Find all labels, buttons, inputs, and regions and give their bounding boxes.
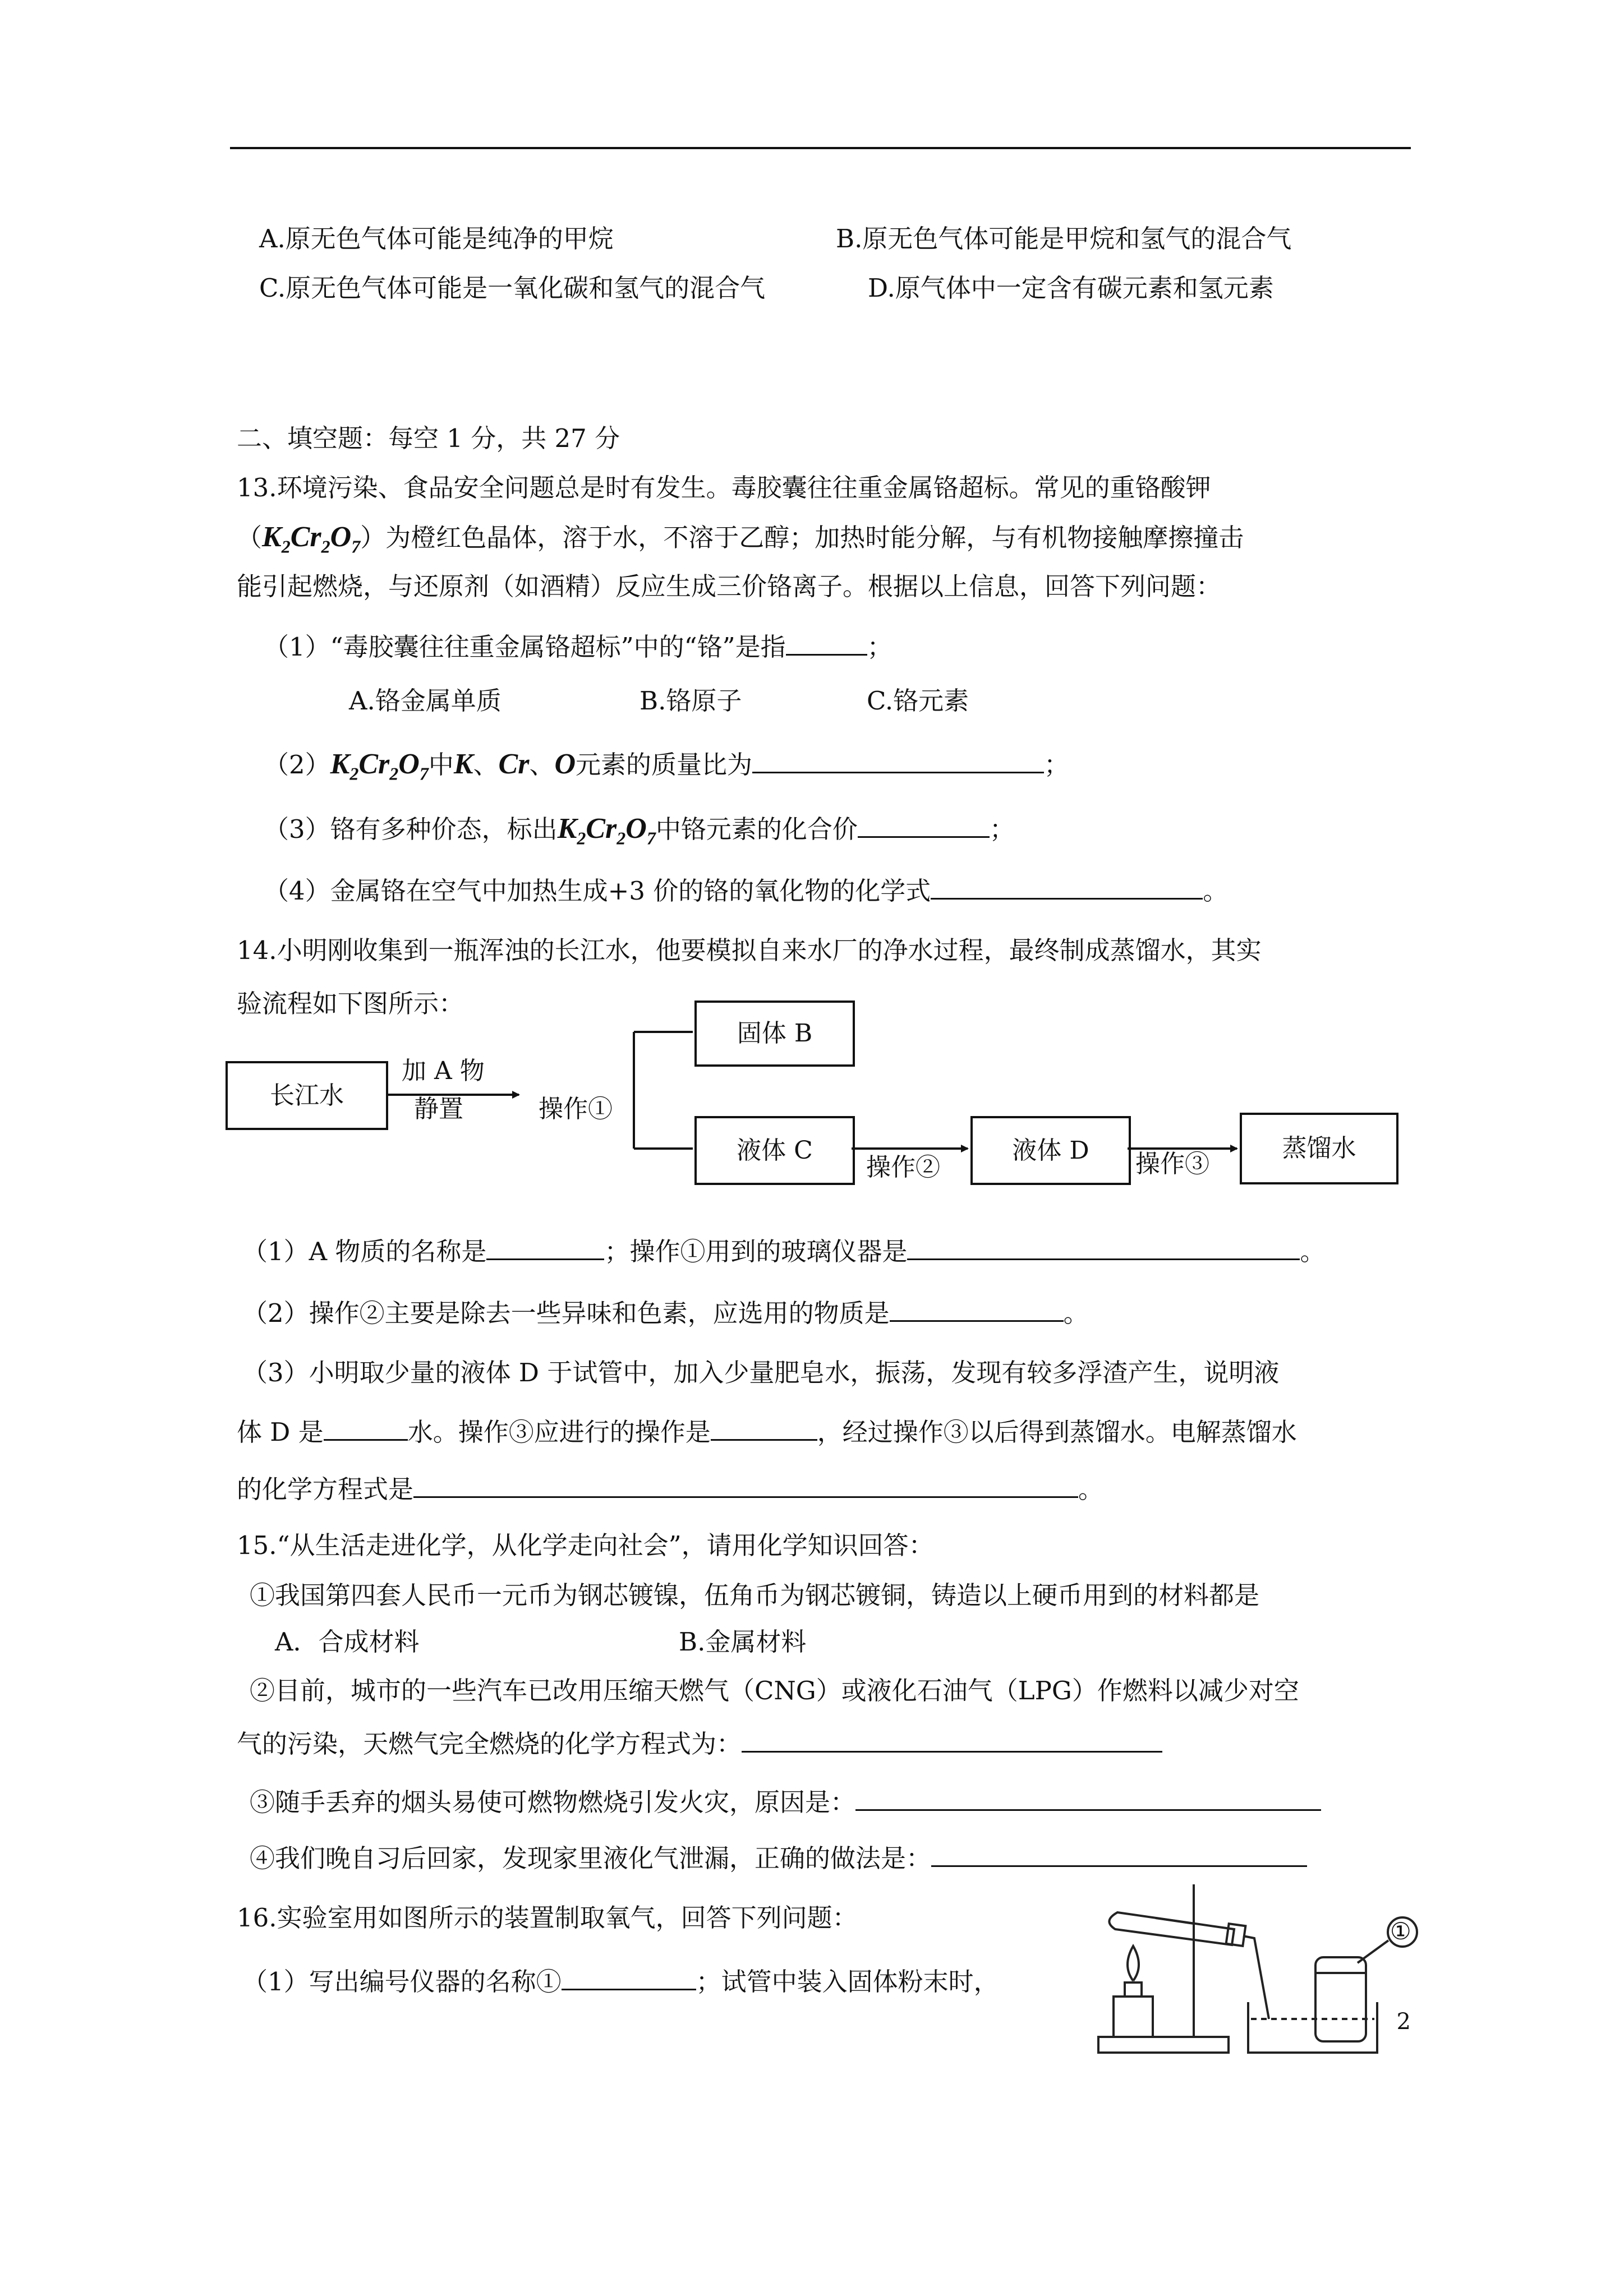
q14-part2-end: 。 xyxy=(1063,1298,1089,1328)
q14-line2: 验流程如下图所示： xyxy=(237,989,464,1018)
q13-part4-end: 。 xyxy=(1203,876,1229,906)
q15-s1: ①我国第四套人民币一元币为钢芯镀镍，伍角币为钢芯镀铜，铸造以上硬币用到的材料都是 xyxy=(250,1580,1260,1610)
q16-part1-a: （1）写出编号仪器的名称① xyxy=(242,1967,562,1997)
q14-part2-text: （2）操作②主要是除去一些异味和色素，应选用的物质是 xyxy=(242,1298,890,1328)
q14-part3-a: 体 D 是 xyxy=(237,1417,324,1447)
formula-k: K xyxy=(262,521,282,553)
q13-opt-b: B.铬原子 xyxy=(640,686,742,716)
formula-k: K xyxy=(557,813,577,845)
q13-paren-open: （ xyxy=(237,523,263,552)
q13-part3-pre: （3）铬有多种价态，标出 xyxy=(264,814,558,844)
q15-s2-text: 气的污染，天燃气完全燃烧的化学方程式为： xyxy=(237,1729,742,1759)
q13-part3-end: ； xyxy=(989,814,1015,844)
q14-part3-end: 。 xyxy=(1078,1474,1104,1504)
q15-s3-text: ③随手丢弃的烟头易使可燃物燃烧引发火灾，原因是： xyxy=(250,1787,856,1817)
q14-part1-end: 。 xyxy=(1300,1237,1326,1266)
option-a: A.原无色气体可能是纯净的甲烷 xyxy=(259,224,614,253)
lamp-neck xyxy=(1125,1983,1142,1997)
box-river-water: 长江水 xyxy=(226,1061,388,1130)
label-pointer xyxy=(1358,1940,1388,1963)
box-liquid-d: 液体 D xyxy=(970,1116,1131,1185)
formula-cr: Cr xyxy=(586,813,617,845)
formula-o: O xyxy=(330,521,352,553)
box-distilled-water: 蒸馏水 xyxy=(1240,1113,1398,1184)
section-title: 二、填空题：每空 1 分，共 27 分 xyxy=(237,423,620,453)
formula-k: K xyxy=(330,748,350,780)
q15-line1: 15.“从生活走进化学，从化学走向社会”，请用化学知识回答： xyxy=(237,1530,934,1560)
q13-part2-mid: 中 xyxy=(428,750,454,780)
formula-cr-sub: 2 xyxy=(617,828,626,849)
label-add-a: 加 A 物 xyxy=(402,1057,485,1085)
q14-line1: 14.小明刚收集到一瓶浑浊的长江水，他要模拟自来水厂的净水过程，最终制成蒸馏水，其实 xyxy=(237,935,1262,965)
option-b: B.原无色气体可能是甲烷和氢气的混合气 xyxy=(836,224,1292,253)
delivery-tube xyxy=(1243,1936,1269,2019)
formula-o-sub: 7 xyxy=(419,763,429,784)
formula-k-sub: 2 xyxy=(577,828,586,849)
q13-part3-post: 中铬元素的化合价 xyxy=(655,814,858,844)
element-o: O xyxy=(554,748,576,780)
element-cr: Cr xyxy=(498,748,530,780)
box-liquid-c: 液体 C xyxy=(694,1116,855,1185)
q13-part2-post: 元素的质量比为 xyxy=(576,750,753,780)
q16-line1: 16.实验室用如图所示的装置制取氧气，回答下列问题： xyxy=(237,1903,858,1933)
q13-part4-text: （4）金属铬在空气中加热生成+3 价的铬的氧化物的化学式 xyxy=(264,876,931,906)
lamp-flame xyxy=(1128,1946,1139,1981)
q14-part1-a: （1）A 物质的名称是 xyxy=(242,1237,487,1266)
q13-line1: 13.环境污染、食品安全问题总是时有发生。毒胶囊往往重金属铬超标。常见的重铬酸钾 xyxy=(237,473,1211,502)
formula-o-sub: 7 xyxy=(351,536,361,557)
q13-line3: 能引起燃烧，与还原剂（如酒精）反应生成三价铬离子。根据以上信息，回答下列问题： xyxy=(237,571,1222,601)
formula-k-sub: 2 xyxy=(281,536,291,557)
q13-part2-pre: （2） xyxy=(264,750,330,780)
label-op2: 操作② xyxy=(866,1153,940,1182)
alcohol-lamp xyxy=(1114,1997,1153,2036)
collecting-bottle xyxy=(1315,1957,1366,2041)
test-tube xyxy=(1109,1912,1234,1945)
option-c: C.原无色气体可能是一氧化碳和氢气的混合气 xyxy=(259,273,766,303)
q13-opt-c: C.铬元素 xyxy=(867,686,969,716)
label-op1: 操作① xyxy=(539,1095,613,1123)
label-op3: 操作③ xyxy=(1135,1150,1209,1178)
q13-opt-a: A.铬金属单质 xyxy=(349,686,502,716)
q15-s1-a: A．合成材料 xyxy=(275,1627,420,1657)
q16-part1-b: ；试管中装入固体粉末时， xyxy=(696,1967,999,1997)
formula-o-sub: 7 xyxy=(646,828,656,849)
sep-1: 、 xyxy=(473,750,499,780)
q14-part3-c: ，经过操作③以后得到蒸馏水。电解蒸馏水 xyxy=(817,1417,1297,1447)
q13-line2-rest: ）为橙红色晶体，溶于水，不溶于乙醇；加热时能分解，与有机物接触摩擦撞击 xyxy=(360,523,1244,552)
q15-s1-b: B.金属材料 xyxy=(679,1627,807,1657)
figure-label: ① xyxy=(1390,1917,1411,1945)
q14-part1-b: ；操作①用到的玻璃仪器是 xyxy=(604,1237,908,1266)
q15-s4-text: ④我们晚自习后回家，发现家里液化气泄漏，正确的做法是： xyxy=(250,1843,932,1873)
q14-part3-line1: （3）小明取少量的液体 D 于试管中，加入少量肥皂水，振荡，发现有较多浮渣产生，说明液 xyxy=(242,1358,1280,1387)
option-d: D.原气体中一定含有碳元素和氢元素 xyxy=(868,273,1274,303)
box-solid-b: 固体 B xyxy=(694,1001,855,1067)
label-settle: 静置 xyxy=(414,1095,463,1123)
formula-cr-sub: 2 xyxy=(389,763,399,784)
formula-o: O xyxy=(398,748,420,780)
formula-cr-sub: 2 xyxy=(321,536,330,557)
q15-s2-line1: ②目前，城市的一些汽车已改用压缩天燃气（CNG）或液化石油气（LPG）作燃料以减少对空 xyxy=(250,1676,1299,1705)
sep-2: 、 xyxy=(529,750,555,780)
formula-k-sub: 2 xyxy=(349,763,359,784)
stand-base xyxy=(1098,2037,1229,2053)
q13-part1-end: ； xyxy=(867,632,892,662)
q13-part2-end: ； xyxy=(1044,750,1070,780)
q14-part3-eq: 的化学方程式是 xyxy=(237,1474,414,1504)
formula-cr: Cr xyxy=(290,521,321,553)
page-number: 2 xyxy=(1396,2009,1411,2035)
q13-part1-text: （1）“毒胶囊往往重金属铬超标”中的“铬”是指 xyxy=(264,632,786,662)
q14-part3-b: 水。操作③应进行的操作是 xyxy=(407,1417,711,1447)
stopper xyxy=(1226,1924,1246,1946)
formula-o: O xyxy=(625,813,647,845)
formula-cr: Cr xyxy=(358,748,390,780)
element-k: K xyxy=(453,748,473,780)
